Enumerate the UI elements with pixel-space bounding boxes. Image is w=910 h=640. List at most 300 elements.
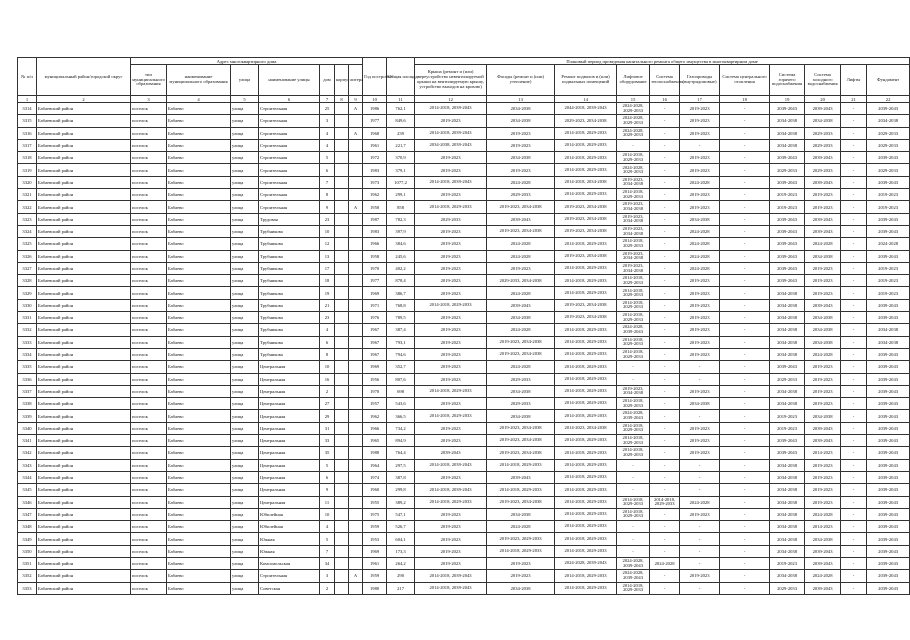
- column-header: Газопроводы (внутридомовые): [680, 65, 720, 96]
- cell-c21: -: [841, 570, 867, 582]
- cell-area: Бабаевский район: [37, 287, 131, 299]
- cell-no: 3319: [18, 164, 37, 176]
- cell-c18: -: [720, 164, 770, 176]
- cell-facade: 2029-2033, 2034-2038: [487, 275, 555, 287]
- cell-c22: 2039-2043: [867, 398, 910, 410]
- cell-c15: 2014-2018, 2029-2033: [617, 508, 650, 520]
- cell-facade: 2019-2023, 2034-2038: [487, 348, 555, 360]
- column-number: 21: [841, 96, 867, 103]
- cell-c16: -: [650, 164, 680, 176]
- cell-basement: 2014-2023, 2034-2038: [555, 422, 617, 434]
- cell-c17: 2019-2023: [680, 189, 720, 201]
- cell-mo: Бабаево: [167, 422, 231, 434]
- cell-c22: 2039-2043: [867, 496, 910, 508]
- cell-c17: -: [680, 545, 720, 557]
- cell-c21: -: [841, 496, 867, 508]
- cell-st: улица: [231, 299, 259, 311]
- cell-c21: -: [841, 410, 867, 422]
- cell-c16: -: [650, 582, 680, 594]
- cell-area: Бабаевский район: [37, 250, 131, 262]
- table-row: [18, 361, 910, 373]
- cell-c15: -: [617, 361, 650, 373]
- column-header: литера: [349, 65, 363, 96]
- cell-facade: 2024-2028: [487, 324, 555, 336]
- cell-roof: 2014-2018, 2039-2043: [415, 103, 487, 115]
- cell-c22: 2019-2023: [867, 201, 910, 213]
- cell-c15: 2019-2023, 2034-2038: [617, 213, 650, 225]
- cell-korp: [335, 459, 349, 471]
- table-row: [18, 471, 910, 483]
- cell-no: 3324: [18, 225, 37, 237]
- table-row: [18, 312, 910, 324]
- cell-c15: 2019-2023, 2034-2038: [617, 201, 650, 213]
- cell-sq: 547,1: [387, 508, 415, 520]
- cell-no: 3336: [18, 373, 37, 385]
- cell-no: 3320: [18, 176, 37, 188]
- cell-no: 3334: [18, 348, 37, 360]
- cell-no: 3346: [18, 496, 37, 508]
- cell-c19: 2019-2023: [770, 557, 805, 569]
- cell-facade: 2039-2043: [487, 299, 555, 311]
- cell-st: улица: [231, 398, 259, 410]
- cell-c15: 2014-2018, 2029-2033: [617, 152, 650, 164]
- cell-korp: [335, 213, 349, 225]
- cell-facade: 2034-2038: [487, 410, 555, 422]
- table-header: [18, 58, 910, 103]
- cell-house: 18: [320, 275, 335, 287]
- cell-area: Бабаевский район: [37, 570, 131, 582]
- column-number: 18: [720, 96, 770, 103]
- cell-c21: -: [841, 484, 867, 496]
- cell-area: Бабаевский район: [37, 361, 131, 373]
- cell-c20: 2019-2023: [805, 201, 841, 213]
- cell-basement: 2014-2018, 2029-2033: [555, 410, 617, 422]
- cell-c16: -: [650, 484, 680, 496]
- cell-facade: 2024-2028: [487, 287, 555, 299]
- cell-no: 3351: [18, 557, 37, 569]
- cell-area: Бабаевский район: [37, 225, 131, 237]
- cell-c17: 2019-2023: [680, 312, 720, 324]
- cell-street: Трубникова: [259, 336, 320, 348]
- cell-street: Строительная: [259, 152, 320, 164]
- cell-facade: 2029-2033: [487, 398, 555, 410]
- cell-basement: 2014-2018, 2029-2033: [555, 545, 617, 557]
- cell-c21: -: [841, 238, 867, 250]
- cell-facade: 2034-2038: [487, 152, 555, 164]
- cell-c21: -: [841, 348, 867, 360]
- cell-year: 1966: [363, 422, 387, 434]
- cell-c16: -: [650, 189, 680, 201]
- cell-c20: 2034-2038: [805, 250, 841, 262]
- cell-korp: [335, 496, 349, 508]
- column-number: 1: [18, 96, 37, 103]
- cell-street: Трубникова: [259, 238, 320, 250]
- cell-year: 1958: [363, 250, 387, 262]
- cell-c22: 2039-2043: [867, 176, 910, 188]
- cell-c21: -: [841, 299, 867, 311]
- cell-c19: 2034-2038: [770, 115, 805, 127]
- cell-roof: 2019-2023: [415, 348, 487, 360]
- cell-st: улица: [231, 435, 259, 447]
- cell-year: 1960: [363, 484, 387, 496]
- cell-type: поселок: [131, 176, 167, 188]
- cell-c19: 2034-2038: [770, 471, 805, 483]
- cell-c17: 2034-2038: [680, 398, 720, 410]
- cell-c15: -: [617, 545, 650, 557]
- cell-sq: 387,4: [387, 324, 415, 336]
- cell-area: Бабаевский район: [37, 164, 131, 176]
- cell-basement: 2044-2018, 2039-2043: [555, 103, 617, 115]
- cell-roof: 2019-2023: [415, 250, 487, 262]
- cell-korp: [335, 176, 349, 188]
- cell-c17: -: [680, 484, 720, 496]
- cell-basement: 2014-2018, 2029-2033: [555, 582, 617, 594]
- cell-lit: А: [349, 570, 363, 582]
- cell-c17: 2019-2023: [680, 275, 720, 287]
- cell-c21: -: [841, 459, 867, 471]
- cell-street: Комсомольская: [259, 557, 320, 569]
- cell-basement: 2019-2023, 2034-2038: [555, 299, 617, 311]
- cell-roof: 2019-2023: [415, 189, 487, 201]
- column-number: 15: [617, 96, 650, 103]
- cell-c22: 2039-2043: [867, 570, 910, 582]
- cell-area: Бабаевский район: [37, 262, 131, 274]
- cell-c15: 2014-2018, 2029-2033: [617, 496, 650, 508]
- cell-sq: 402,2: [387, 262, 415, 274]
- cell-street: Центральная: [259, 447, 320, 459]
- cell-year: 1969: [363, 361, 387, 373]
- cell-c17: 2019-2023: [680, 336, 720, 348]
- cell-c22: 2034-2038: [867, 336, 910, 348]
- cell-c15: -: [617, 521, 650, 533]
- cell-korp: [335, 127, 349, 139]
- cell-c15: -: [617, 471, 650, 483]
- cell-roof: 2014-2018, 2039-2043: [415, 459, 487, 471]
- cell-year: 1971: [363, 299, 387, 311]
- cell-lit: [349, 484, 363, 496]
- cell-c22: 2039-2043: [867, 348, 910, 360]
- cell-facade: 2019-2023: [487, 139, 555, 151]
- cell-type: поселок: [131, 324, 167, 336]
- cell-year: 1970: [363, 262, 387, 274]
- cell-st: улица: [231, 238, 259, 250]
- cell-st: улица: [231, 176, 259, 188]
- table-row: [18, 213, 910, 225]
- cell-c21: -: [841, 152, 867, 164]
- cell-c22: 2039-2043: [867, 484, 910, 496]
- cell-c18: -: [720, 127, 770, 139]
- column-header: Лифты: [841, 65, 867, 96]
- cell-year: 1965: [363, 435, 387, 447]
- cell-street: Трубникова: [259, 324, 320, 336]
- cell-c20: 2039-2043: [805, 152, 841, 164]
- cell-street: Центральная: [259, 471, 320, 483]
- cell-c19: 2034-2038: [770, 299, 805, 311]
- cell-c22: 2039-2043: [867, 361, 910, 373]
- cell-facade: 2039-2043: [487, 471, 555, 483]
- cell-area: Бабаевский район: [37, 201, 131, 213]
- cell-c17: 2024-2028: [680, 176, 720, 188]
- cell-street: Юбилейная: [259, 508, 320, 520]
- cell-c16: -: [650, 312, 680, 324]
- cell-no: 3343: [18, 459, 37, 471]
- cell-c15: 2024-2028, 2039-2043: [617, 410, 650, 422]
- cell-c19: 2034-2038: [770, 127, 805, 139]
- cell-lit: [349, 410, 363, 422]
- cell-facade: 2019-2023, 2034-2038: [487, 201, 555, 213]
- cell-type: поселок: [131, 533, 167, 545]
- cell-sq: 604,1: [387, 533, 415, 545]
- cell-c22: 2039-2043: [867, 459, 910, 471]
- cell-sq: 807,6: [387, 373, 415, 385]
- table-row: [18, 189, 910, 201]
- cell-mo: Бабаево: [167, 557, 231, 569]
- cell-sq: 386,7: [387, 287, 415, 299]
- cell-c15: -: [617, 533, 650, 545]
- cell-lit: [349, 213, 363, 225]
- cell-c18: -: [720, 336, 770, 348]
- cell-basement: 2014-2018, 2029-2033: [555, 373, 617, 385]
- table-row: [18, 521, 910, 533]
- cell-year: 1959: [363, 521, 387, 533]
- table-row: [18, 103, 910, 115]
- table-row: [18, 545, 910, 557]
- cell-c15: 2019-2023, 2034-2038: [617, 385, 650, 397]
- cell-basement: 2014-2018, 2029-2033: [555, 398, 617, 410]
- cell-street: Центральная: [259, 385, 320, 397]
- cell-sq: 352,7: [387, 361, 415, 373]
- cell-facade: 2024-2028: [487, 176, 555, 188]
- cell-house: 9: [320, 201, 335, 213]
- cell-st: улица: [231, 521, 259, 533]
- cell-c17: 2019-2023: [680, 201, 720, 213]
- cell-c15: 2014-2018, 2029-2033: [617, 287, 650, 299]
- cell-c21: -: [841, 422, 867, 434]
- cell-house: 7: [320, 176, 335, 188]
- cell-st: улица: [231, 545, 259, 557]
- cell-st: улица: [231, 459, 259, 471]
- cell-c19: 2029-2033: [770, 164, 805, 176]
- cell-roof: 2019-2023: [415, 533, 487, 545]
- cell-basement: 2014-2018, 2029-2033: [555, 336, 617, 348]
- cell-c15: 2019-2023, 2034-2038: [617, 225, 650, 237]
- cell-c22: 2019-2023: [867, 262, 910, 274]
- cell-house: 13: [320, 250, 335, 262]
- cell-lit: [349, 422, 363, 434]
- column-header: Система центрального отопления: [720, 65, 770, 96]
- cell-c21: -: [841, 373, 867, 385]
- cell-lit: [349, 299, 363, 311]
- cell-st: улица: [231, 139, 259, 151]
- cell-lit: [349, 557, 363, 569]
- cell-c20: 2039-2043: [805, 582, 841, 594]
- cell-type: поселок: [131, 299, 167, 311]
- cell-c20: 2024-2028: [805, 348, 841, 360]
- cell-c17: 2019-2023: [680, 435, 720, 447]
- cell-year: 1964: [363, 459, 387, 471]
- cell-c20: 2019-2023: [805, 471, 841, 483]
- column-number: 19: [770, 96, 805, 103]
- table-row: [18, 373, 910, 385]
- cell-c16: -: [650, 459, 680, 471]
- cell-facade: 2019-2023, 2029-2033: [487, 533, 555, 545]
- cell-korp: [335, 373, 349, 385]
- cell-sq: 217: [387, 582, 415, 594]
- cell-mo: Бабаево: [167, 250, 231, 262]
- cell-no: 3329: [18, 287, 37, 299]
- cell-c18: -: [720, 176, 770, 188]
- cell-house: 35: [320, 447, 335, 459]
- cell-area: Бабаевский район: [37, 115, 131, 127]
- cell-no: 3326: [18, 250, 37, 262]
- cell-year: 1953: [363, 533, 387, 545]
- cell-c17: -: [680, 139, 720, 151]
- cell-house: 12: [320, 238, 335, 250]
- cell-roof: 2014-2018, 2039-2043: [415, 176, 487, 188]
- cell-c22: 2039-2043: [867, 373, 910, 385]
- cell-roof: 2019-2023: [415, 336, 487, 348]
- cell-sq: 221,7: [387, 139, 415, 151]
- cell-sq: 379,1: [387, 164, 415, 176]
- cell-basement: 2014-2018, 2029-2033: [555, 533, 617, 545]
- cell-st: улица: [231, 152, 259, 164]
- cell-c15: 2019-2023, 2034-2038: [617, 250, 650, 262]
- cell-roof: 2019-2023: [415, 324, 487, 336]
- cell-basement: 2019-2023, 2034-2038: [555, 250, 617, 262]
- cell-house: 34: [320, 557, 335, 569]
- cell-sq: 297,5: [387, 459, 415, 471]
- column-header: Ремонт подвалов и (или) подвальных помещений: [555, 65, 617, 96]
- cell-year: 1956: [363, 373, 387, 385]
- cell-house: 23: [320, 312, 335, 324]
- cell-korp: [335, 312, 349, 324]
- cell-c21: -: [841, 176, 867, 188]
- column-header: дом: [320, 65, 335, 96]
- cell-facade: 2034-2038: [487, 103, 555, 115]
- cell-mo: Бабаево: [167, 410, 231, 422]
- cell-c18: -: [720, 508, 770, 520]
- column-number: 9: [349, 96, 363, 103]
- cell-c21: -: [841, 398, 867, 410]
- table-row: [18, 287, 910, 299]
- table-row: [18, 250, 910, 262]
- cell-facade: 2039-2043: [487, 213, 555, 225]
- cell-no: 3348: [18, 521, 37, 533]
- cell-c19: 2039-2043: [770, 447, 805, 459]
- cell-lit: [349, 385, 363, 397]
- cell-roof: 2034-2038, 2039-2043: [415, 139, 487, 151]
- cell-lit: [349, 324, 363, 336]
- cell-c20: 2034-2038: [805, 115, 841, 127]
- cell-c16: -: [650, 533, 680, 545]
- cell-c20: 2019-2023: [805, 361, 841, 373]
- cell-c21: -: [841, 336, 867, 348]
- cell-c16: -: [650, 287, 680, 299]
- cell-c20: 2019-2023: [805, 189, 841, 201]
- cell-roof: 2019-2023: [415, 152, 487, 164]
- cell-korp: [335, 250, 349, 262]
- cell-korp: [335, 164, 349, 176]
- cell-st: улица: [231, 164, 259, 176]
- cell-street: Южная: [259, 545, 320, 557]
- cell-no: 3315: [18, 115, 37, 127]
- cell-type: поселок: [131, 435, 167, 447]
- column-header: наименование муниципального образования: [167, 65, 231, 96]
- cell-type: поселок: [131, 127, 167, 139]
- cell-c17: 2019-2023: [680, 299, 720, 311]
- cell-area: Бабаевский район: [37, 189, 131, 201]
- cell-lit: [349, 398, 363, 410]
- cell-facade: 2019-2023, 2034-2038: [487, 496, 555, 508]
- table-row: [18, 496, 910, 508]
- cell-type: поселок: [131, 262, 167, 274]
- cell-lit: [349, 447, 363, 459]
- cell-sq: 387,8: [387, 471, 415, 483]
- cell-c17: 2019-2023: [680, 103, 720, 115]
- cell-c15: 2014-2018, 2029-2033: [617, 312, 650, 324]
- cell-basement: 2014-2018, 2029-2033: [555, 385, 617, 397]
- cell-korp: [335, 103, 349, 115]
- cell-korp: [335, 225, 349, 237]
- cell-c20: 2019-2023: [805, 373, 841, 385]
- cell-no: 3337: [18, 385, 37, 397]
- cell-c19: 2034-2038: [770, 287, 805, 299]
- cell-no: 3314: [18, 103, 37, 115]
- cell-c22: 2039-2043: [867, 533, 910, 545]
- cell-type: поселок: [131, 225, 167, 237]
- cell-year: 1976: [363, 312, 387, 324]
- column-number-row: [18, 96, 910, 103]
- table-row: [18, 152, 910, 164]
- cell-mo: Бабаево: [167, 115, 231, 127]
- cell-area: Бабаевский район: [37, 275, 131, 287]
- cell-lit: А: [349, 201, 363, 213]
- cell-year: 1961: [363, 557, 387, 569]
- cell-lit: [349, 459, 363, 471]
- cell-area: Бабаевский район: [37, 435, 131, 447]
- cell-c21: -: [841, 115, 867, 127]
- column-number: 16: [650, 96, 680, 103]
- table-row: [18, 410, 910, 422]
- column-number: 8: [335, 96, 349, 103]
- cell-c22: 2039-2043: [867, 213, 910, 225]
- cell-no: 3327: [18, 262, 37, 274]
- column-header: Система холодного водоснабжения: [805, 65, 841, 96]
- cell-no: 3347: [18, 508, 37, 520]
- cell-lit: [349, 287, 363, 299]
- cell-c20: 2024-2028: [805, 570, 841, 582]
- cell-mo: Бабаево: [167, 275, 231, 287]
- cell-st: улица: [231, 262, 259, 274]
- cell-mo: Бабаево: [167, 127, 231, 139]
- cell-c17: -: [680, 410, 720, 422]
- table-row: [18, 422, 910, 434]
- cell-st: улица: [231, 410, 259, 422]
- repair-period-group-header: Плановый период проведения капитального ремонта общего имущества в многоквартирном доме: [415, 58, 910, 65]
- table-row: [18, 435, 910, 447]
- cell-c21: -: [841, 262, 867, 274]
- cell-type: поселок: [131, 373, 167, 385]
- cell-korp: [335, 484, 349, 496]
- cell-year: 1983: [363, 225, 387, 237]
- cell-mo: Бабаево: [167, 348, 231, 360]
- cell-c16: -: [650, 385, 680, 397]
- cell-korp: [335, 238, 349, 250]
- cell-c16: -: [650, 336, 680, 348]
- cell-lit: [349, 139, 363, 151]
- cell-street: Центральная: [259, 496, 320, 508]
- cell-c17: 2019-2023: [680, 164, 720, 176]
